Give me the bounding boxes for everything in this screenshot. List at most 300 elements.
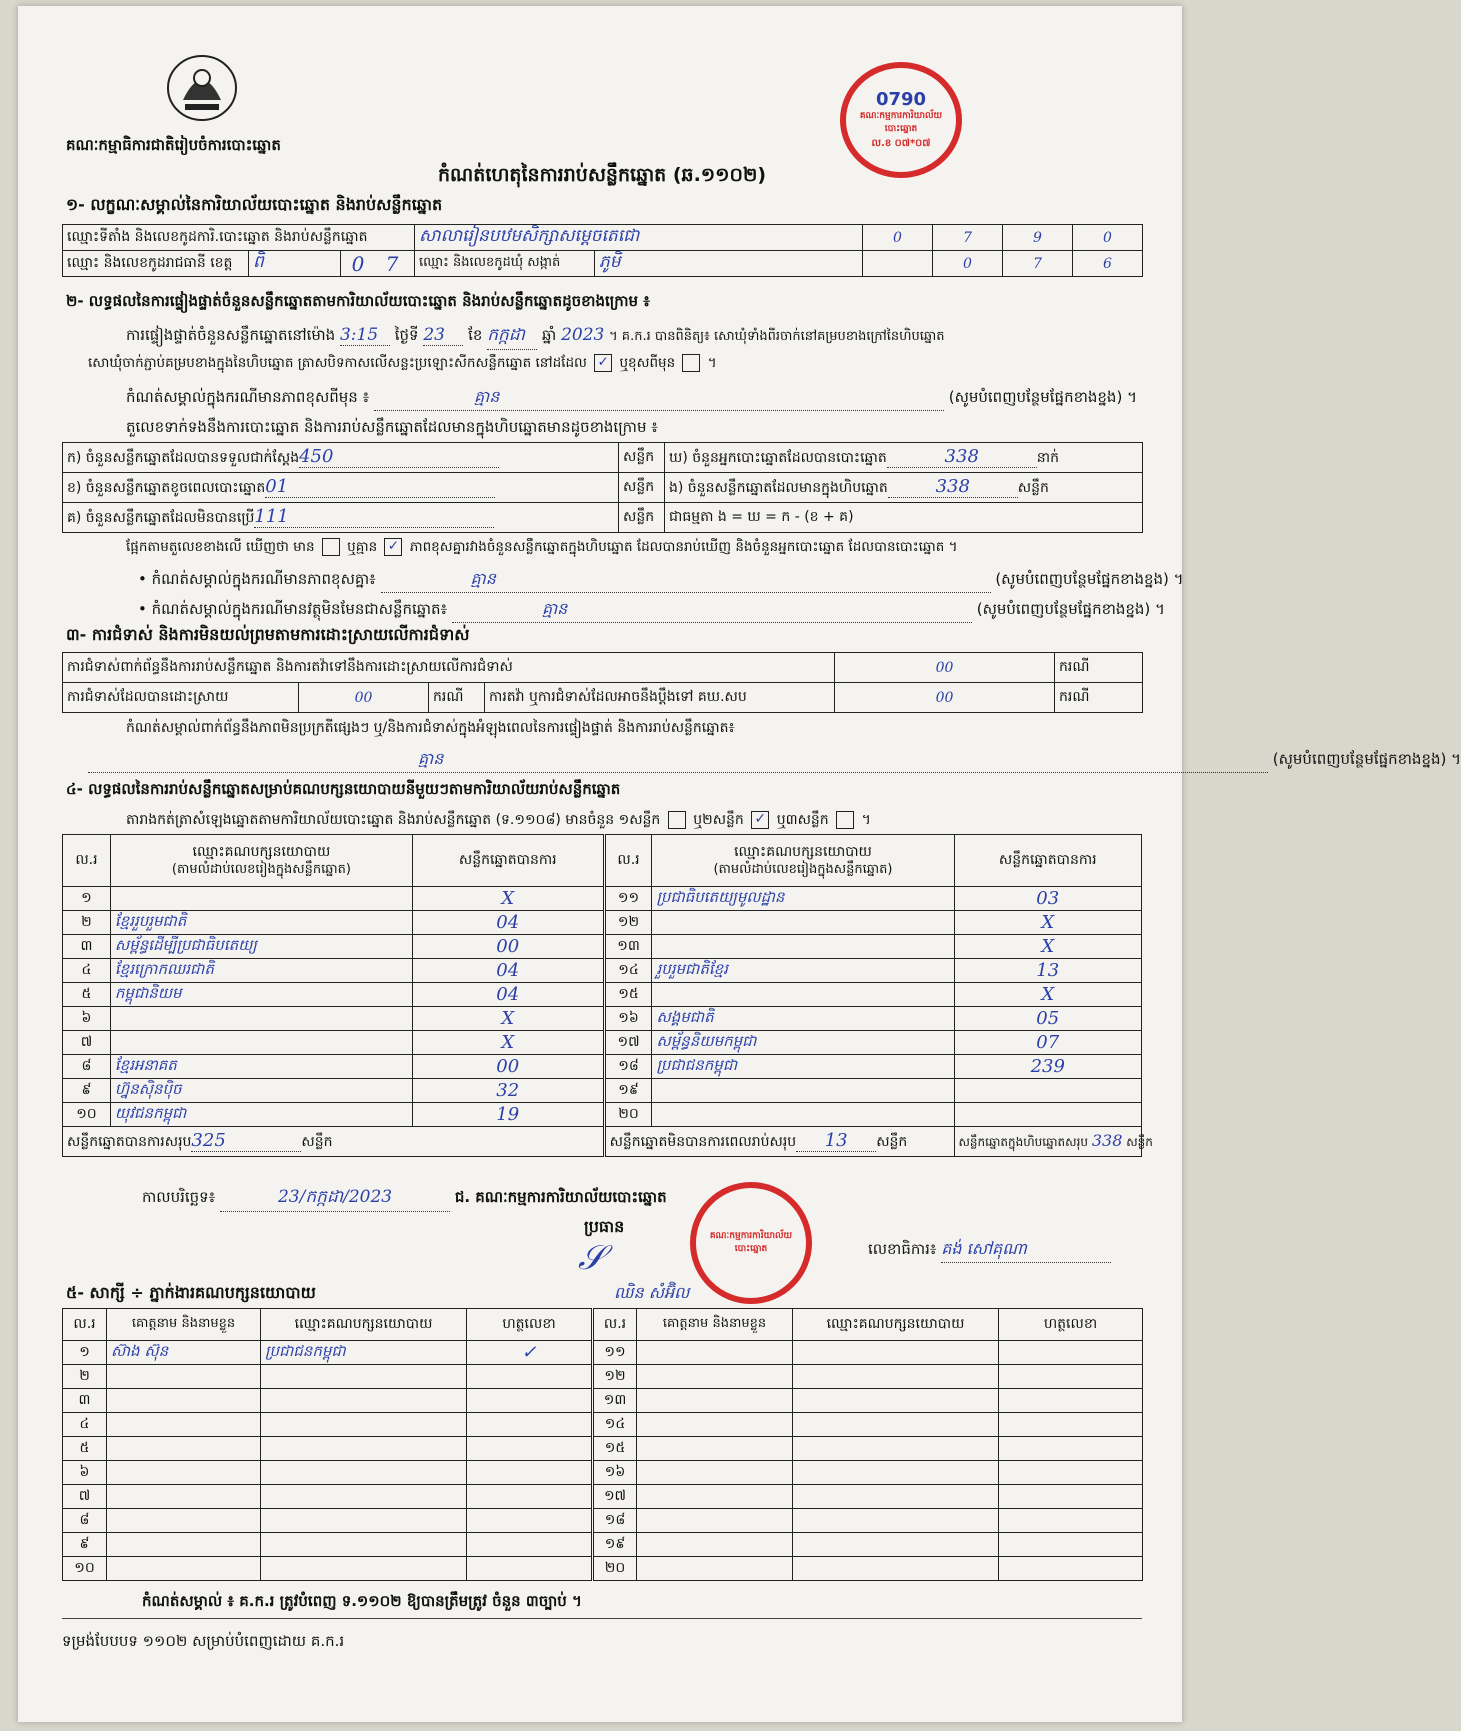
witness-no: ៩ <box>63 1533 107 1557</box>
witness-name <box>107 1557 261 1581</box>
nec-emblem <box>163 52 241 124</box>
objection-row1-value: 00 <box>835 653 1055 683</box>
commune-code-3: 6 <box>1073 251 1143 277</box>
witness-col-no-right: ល.រ <box>593 1309 637 1341</box>
witness-party <box>261 1509 467 1533</box>
difference-note-line <box>126 386 1137 411</box>
witness-party[interactable] <box>793 1365 999 1389</box>
result-votes <box>954 1079 1142 1103</box>
witness-signature[interactable] <box>999 1485 1143 1509</box>
result-no: ២ <box>63 911 111 935</box>
different-checkbox[interactable] <box>682 354 700 372</box>
verify-time: 3:15 <box>340 325 390 346</box>
table-row <box>63 911 1142 935</box>
result-party <box>652 983 954 1007</box>
witness-name <box>107 1461 261 1485</box>
table-row <box>63 983 1142 1007</box>
same-checkbox[interactable]: ✓ <box>594 354 612 372</box>
witness-col-name-left: គោត្តនាម និងនាមខ្លួន <box>107 1309 261 1341</box>
date-line <box>142 1186 667 1212</box>
witness-no: ១៤ <box>593 1413 637 1437</box>
figure-k-value: 450 <box>299 446 499 468</box>
section1-table <box>62 224 1143 277</box>
result-party: ខ្មែររួបរួមជាតិ <box>110 911 412 935</box>
result-no: ១៦ <box>604 1007 652 1031</box>
result-no: ១៣ <box>604 935 652 959</box>
official-stamp-top <box>840 62 962 178</box>
form-footer: ទម្រង់បែបបទ ១១០២ សម្រាប់បំពេញដោយ គ.ក.រ <box>62 1632 345 1650</box>
witness-name[interactable] <box>637 1365 793 1389</box>
location-label: ឈ្មោះទីតាំង និងលេខកូដការិ.បោះឆ្នោត និងរាប់សន្លឹកឆ្នោត <box>63 225 415 251</box>
objection-row2-unit: ករណី <box>429 683 485 713</box>
compare-text-c: ភាពខុសគ្នារវាងចំនួនសន្លឹកឆ្នោតក្នុងហិបឆ្នោត ដែលបានរាប់ឃើញ និងចំនួនអ្នកបោះឆ្នោត ដែលបានបោះឆ្នោត ។ <box>409 539 958 555</box>
irregularity-fill-more: (សូមបំពេញបន្ថែមផ្នែកខាងខ្នង) ។ <box>1272 750 1461 768</box>
witness-signature[interactable] <box>999 1509 1143 1533</box>
total-invalid-label: សន្លឹកឆ្នោតមិនបានការពេលរាប់សរុប <box>609 1134 797 1150</box>
results-table <box>62 834 1153 1157</box>
witness-signature[interactable] <box>999 1437 1143 1461</box>
witness-col-party-left: ឈ្មោះគណបក្សនយោបាយ <box>261 1309 467 1341</box>
results-col-votes-right: សន្លឹកឆ្នោតបានការ <box>954 835 1142 887</box>
witness-party[interactable] <box>793 1437 999 1461</box>
result-votes: X <box>412 887 604 911</box>
bullet1-value: គ្មាន <box>381 568 991 593</box>
has-difference-checkbox[interactable] <box>322 538 340 556</box>
bottom-stamp-text: គណៈកម្មការការិយាល័យបោះឆ្នោត <box>709 1231 793 1254</box>
results-col-no-right: ល.រ <box>604 835 652 887</box>
witness-name[interactable] <box>637 1461 793 1485</box>
objection-row2-value2: 00 <box>835 683 1055 713</box>
result-votes: 04 <box>412 911 604 935</box>
witness-no: ៧ <box>63 1485 107 1509</box>
witness-no: ១៧ <box>593 1485 637 1509</box>
result-no: ១៩ <box>604 1079 652 1103</box>
chair-label: ប្រធាន <box>584 1217 625 1236</box>
objection-row2-label: ការជំទាស់ដែលបានដោះស្រាយ <box>63 683 299 713</box>
result-votes: X <box>954 983 1142 1007</box>
figure-formula: ជាធម្មតា ង = ឃ = ក - (ខ + គ) <box>665 503 1143 533</box>
witness-no: ១១ <box>593 1341 637 1365</box>
witness-name[interactable] <box>637 1413 793 1437</box>
table-row <box>63 1485 1143 1509</box>
secretary-name: គង់ សៅគុណា <box>941 1238 1111 1263</box>
result-no: ១០ <box>63 1103 111 1127</box>
result-no: ១៨ <box>604 1055 652 1079</box>
witness-body <box>63 1341 1143 1581</box>
witness-no: ៨ <box>63 1509 107 1533</box>
figure-g <box>63 503 619 533</box>
result-party: សម្ព័ន្ធនិយមកម្ពុជា <box>652 1031 954 1055</box>
bullet2-label: • កំណត់សម្គាល់ក្នុងករណីមានវត្ថុមិនមែនជាសន្លឹកឆ្នោត៖ <box>138 600 448 618</box>
location-code-2: 7 <box>933 225 1003 251</box>
result-votes: 04 <box>412 959 604 983</box>
chair-name: ឈិន សំអ៊ិល <box>614 1283 690 1302</box>
objection-row2-value: 00 <box>299 683 429 713</box>
witness-name <box>107 1389 261 1413</box>
table-row <box>63 1103 1142 1127</box>
table-row <box>63 1389 1143 1413</box>
results-col-party-left <box>110 835 412 887</box>
table-row <box>63 959 1142 983</box>
witness-name[interactable] <box>637 1485 793 1509</box>
table-row <box>63 887 1142 911</box>
result-no: ៨ <box>63 1055 111 1079</box>
result-party <box>110 1007 412 1031</box>
result-no: ២០ <box>604 1103 652 1127</box>
verification-line-2 <box>88 354 717 374</box>
stamp-code: 0790 <box>875 89 927 110</box>
witness-signature[interactable] <box>999 1533 1143 1557</box>
irregularity-line <box>88 748 1461 773</box>
witness-name[interactable] <box>637 1389 793 1413</box>
section5-title: ៥- សាក្សី ÷ ភ្នាក់ងារគណបក្សនយោបាយ <box>66 1283 316 1302</box>
objection-row1-unit: ករណី <box>1055 653 1143 683</box>
verify-text-f: សោឃុំចាក់ភ្ជាប់គម្របខាងក្នុងនៃហិបឆ្នោត ត្រាសបិទកាសលើសន្លះប្រឡោះសីកសន្លឹកឆ្នោត នៅដដែល <box>88 355 587 371</box>
figure-y-label: ឃ) ចំនួនអ្នកបោះឆ្នោតដែលបានបោះឆ្នោត <box>669 450 887 466</box>
figure-y-value: 338 <box>887 446 1037 468</box>
location-code-3: 9 <box>1003 225 1073 251</box>
witness-signature <box>467 1485 593 1509</box>
witness-name <box>107 1413 261 1437</box>
result-no: ១១ <box>604 887 652 911</box>
results-col-no-left: ល.រ <box>63 835 111 887</box>
witness-no: ៤ <box>63 1413 107 1437</box>
province-code-2: 7 <box>385 251 399 276</box>
tally-text-d: ។ <box>861 812 871 828</box>
witness-signature <box>467 1509 593 1533</box>
result-party <box>652 1079 954 1103</box>
table-row <box>63 1509 1143 1533</box>
result-votes: X <box>412 1031 604 1055</box>
result-party <box>652 911 954 935</box>
witness-no: ២០ <box>593 1557 637 1581</box>
province-label: ឈ្មោះ និងលេខកូដរាជធានី ខេត្ត <box>63 251 249 277</box>
witness-name: ស៊ាង ស៊ុន <box>107 1341 261 1365</box>
verify-text-d: ឆ្នាំ <box>541 326 557 344</box>
witness-signature <box>467 1437 593 1461</box>
witness-party[interactable] <box>793 1413 999 1437</box>
figure-ng <box>665 473 1143 503</box>
tally-sheet-line <box>126 810 871 831</box>
result-party: សង្គមជាតិ <box>652 1007 954 1031</box>
witness-party <box>261 1365 467 1389</box>
result-party <box>652 935 954 959</box>
witness-party <box>261 1533 467 1557</box>
witness-name[interactable] <box>637 1341 793 1365</box>
result-party: ប្រជាធិបតេយ្យមូលដ្ឋាន <box>652 887 954 911</box>
result-votes: 05 <box>954 1007 1142 1031</box>
table-row <box>63 1055 1142 1079</box>
total-box-label: សន្លឹកឆ្នោតក្នុងហិបឆ្នោតសរុប <box>958 1135 1088 1149</box>
witness-signature[interactable] <box>999 1413 1143 1437</box>
figure-kh <box>63 473 619 503</box>
table-row <box>63 1437 1143 1461</box>
witness-signature[interactable] <box>999 1365 1143 1389</box>
province-value: ពិ <box>249 251 341 277</box>
witness-party <box>261 1461 467 1485</box>
secretary-label: លេខាធិការ៖ <box>868 1240 937 1258</box>
table-row <box>63 935 1142 959</box>
result-votes: 239 <box>954 1055 1142 1079</box>
results-col-party-right <box>652 835 954 887</box>
witness-signature <box>467 1533 593 1557</box>
table-row <box>63 1557 1143 1581</box>
witness-party[interactable] <box>793 1389 999 1413</box>
verification-line-1 <box>126 324 945 350</box>
result-party: យុវជនកម្ពុជា <box>110 1103 412 1127</box>
result-party: ប្រជាជនកម្ពុជា <box>652 1055 954 1079</box>
result-party: ខ្មែរអនាគត <box>110 1055 412 1079</box>
witness-signature[interactable] <box>999 1461 1143 1485</box>
witness-no: ១ <box>63 1341 107 1365</box>
results-col-party-right-title: ឈ្មោះគណបក្សនយោបាយ <box>734 843 872 860</box>
witness-col-no-left: ល.រ <box>63 1309 107 1341</box>
result-votes <box>954 1103 1142 1127</box>
result-votes: X <box>412 1007 604 1031</box>
witness-signature[interactable] <box>999 1557 1143 1581</box>
province-code <box>341 251 415 277</box>
result-votes: 13 <box>954 959 1142 983</box>
figure-k-label: ក) ចំនួនសន្លឹកឆ្នោតដែលបានទទួលជាក់ស្ដែង <box>67 450 300 466</box>
table-row <box>63 1461 1143 1485</box>
result-no: ១ <box>63 887 111 911</box>
result-no: ៩ <box>63 1079 111 1103</box>
table-row <box>63 1079 1142 1103</box>
verify-text-c: ខែ <box>468 326 483 344</box>
witness-no: ២ <box>63 1365 107 1389</box>
figure-y-unit: នាក់ <box>1036 450 1059 466</box>
date-value: 23/កក្កដា/2023 <box>220 1186 450 1212</box>
total-valid <box>63 1127 605 1157</box>
figure-k-unit: សន្លឹក <box>619 443 665 473</box>
result-votes: 00 <box>412 1055 604 1079</box>
results-col-party-left-title: ឈ្មោះគណបក្សនយោបាយ <box>192 843 331 860</box>
witness-no: ៣ <box>63 1389 107 1413</box>
witness-no: ១៨ <box>593 1509 637 1533</box>
figure-y <box>665 443 1143 473</box>
witness-party <box>261 1437 467 1461</box>
chair-signature: 𝒮 <box>578 1238 605 1278</box>
figure-ng-label: ង) ចំនួនសន្លឹកឆ្នោតដែលមានក្នុងហិបឆ្នោត <box>669 480 888 496</box>
compare-text-b: ឬគ្មាន <box>347 539 378 555</box>
witness-signature <box>467 1413 593 1437</box>
figure-g-label: គ) ចំនួនសន្លឹកឆ្នោតដែលមិនបានប្រើ <box>67 510 255 526</box>
result-party <box>110 887 412 911</box>
witness-col-sign-right: ហត្ថលេខា <box>999 1309 1143 1341</box>
irregularity-value: គ្មាន <box>88 748 1268 773</box>
results-body <box>63 887 1142 1127</box>
difference-note-value: គ្មាន <box>374 386 944 411</box>
result-votes: 04 <box>412 983 604 1007</box>
figure-k <box>63 443 619 473</box>
bullet2-value: គ្មាន <box>452 598 972 623</box>
verify-text-g: ឬខុសពីមុន <box>619 355 676 371</box>
one-sheet-checkbox[interactable] <box>668 811 686 829</box>
no-difference-checkbox[interactable]: ✓ <box>384 538 402 556</box>
witness-name <box>107 1485 261 1509</box>
witness-no: ១០ <box>63 1557 107 1581</box>
result-no: ១២ <box>604 911 652 935</box>
results-col-votes-left: សន្លឹកឆ្នោតបានការ <box>412 835 604 887</box>
table-row <box>63 1413 1143 1437</box>
total-box-unit: សន្លឹក <box>1126 1135 1153 1149</box>
figure-kh-label: ខ) ចំនួនសន្លឹកឆ្នោតខូចពេលបោះឆ្នោត <box>67 480 266 496</box>
witness-name[interactable] <box>637 1437 793 1461</box>
verify-month: កក្កដា <box>487 324 537 350</box>
verify-text-h: ។ <box>707 355 717 371</box>
compare-line <box>126 538 958 558</box>
objection-row2-unit2: ករណី <box>1055 683 1143 713</box>
witness-no: ១៩ <box>593 1533 637 1557</box>
verify-year: 2023 <box>561 325 605 345</box>
witness-signature[interactable] <box>999 1341 1143 1365</box>
document-title: កំណត់ហេតុនៃការរាប់សន្លឹកឆ្នោត (ឆ.១១០២) <box>438 164 767 186</box>
result-votes: 32 <box>412 1079 604 1103</box>
figure-kh-value: 01 <box>265 476 495 498</box>
tally-text-b: ឬ២សន្លឹក <box>693 812 744 828</box>
verify-text-a: ការផ្ទៀងផ្ទាត់ចំនួនសន្លឹកឆ្នោតនៅម៉ោង <box>126 326 336 344</box>
witness-name <box>107 1365 261 1389</box>
section3-title: ៣- ការជំទាស់ និងការមិនយល់ព្រមតាមការដោះស្រាយលើការជំទាស់ <box>66 625 470 644</box>
witness-party[interactable] <box>793 1557 999 1581</box>
witness-name <box>107 1533 261 1557</box>
witness-signature <box>467 1389 593 1413</box>
witness-party[interactable] <box>793 1509 999 1533</box>
commune-code-blank <box>863 251 933 277</box>
witness-signature <box>467 1461 593 1485</box>
figure-g-value: 111 <box>254 506 494 528</box>
witness-party: ប្រជាជនកម្ពុជា <box>261 1341 467 1365</box>
result-votes: X <box>954 935 1142 959</box>
witness-signature[interactable] <box>999 1389 1143 1413</box>
total-valid-unit: សន្លឹក <box>301 1134 333 1150</box>
table-row <box>63 1007 1142 1031</box>
commune-label: ឈ្មោះ និងលេខកូដឃុំ សង្កាត់ <box>415 251 595 277</box>
figure-g-unit: សន្លឹក <box>619 503 665 533</box>
verify-text-b: ថ្ងៃទី <box>394 326 419 344</box>
witness-no: ១៦ <box>593 1461 637 1485</box>
location-code-1: 0 <box>863 225 933 251</box>
result-no: ១៥ <box>604 983 652 1007</box>
commune-code-2: 7 <box>1003 251 1073 277</box>
irregularity-note: កំណត់សម្គាល់ពាក់ព័ន្ធនឹងភាពមិនប្រក្រតីផ្សេងៗ ឬ/និងការជំទាស់ក្នុងអំឡុងពេលនៃការផ្ទៀងផ្ទាត់ និងការរាប់សន្លឹកឆ្នោត៖ <box>126 720 735 736</box>
objection-row1-label: ការជំទាស់ពាក់ព័ន្ធនឹងការរាប់សន្លឹកឆ្នោត និងការតវ៉ាទៅនឹងការដោះស្រាយលើការជំទាស់ <box>63 653 835 683</box>
table-row <box>63 1533 1143 1557</box>
committee-name: គណៈកម្មាធិការជាតិរៀបចំការបោះឆ្នោត <box>66 136 281 154</box>
table-row <box>63 1341 1143 1365</box>
witness-col-sign-left: ហត្ថលេខា <box>467 1309 593 1341</box>
witness-party <box>261 1389 467 1413</box>
official-stamp-bottom <box>690 1182 812 1304</box>
result-no: ៦ <box>63 1007 111 1031</box>
witness-col-party-right: ឈ្មោះគណបក្សនយោបាយ <box>793 1309 999 1341</box>
commune-value: ភូមិ <box>595 251 863 277</box>
result-party <box>652 1103 954 1127</box>
bullet1-line <box>138 568 1184 593</box>
witness-col-name-right: គោត្តនាម និងនាមខ្លួន <box>637 1309 793 1341</box>
witness-name <box>107 1509 261 1533</box>
result-party: សម្ព័ន្ធដើម្បីប្រជាធិបតេយ្យ <box>110 935 412 959</box>
three-sheet-checkbox[interactable] <box>836 811 854 829</box>
location-value: សាលារៀនបឋមសិក្សាសម្ដេចតេជោ <box>415 225 863 251</box>
secretary-line <box>868 1238 1111 1263</box>
witness-party[interactable] <box>793 1461 999 1485</box>
verify-text-e: ។ គ.ក.រ បានពិនិត្យ៖ សោឃុំទាំងពីរចាក់នៅគម្របខាងក្រៅនៃហិបឆ្នោត <box>609 329 945 344</box>
stamp-text: គណៈកម្មការការិយាល័យបោះឆ្នោត <box>859 111 943 134</box>
figures-table <box>62 442 1143 533</box>
result-party: កម្ពុជានិយម <box>110 983 412 1007</box>
result-party: ហ្វ៊ុនស៊ិនប៉ិច <box>110 1079 412 1103</box>
result-no: ៣ <box>63 935 111 959</box>
result-no: ៧ <box>63 1031 111 1055</box>
difference-note-label: កំណត់សម្គាល់ក្នុងករណីមានភាពខុសពីមុន ៖ <box>126 388 370 406</box>
result-votes: X <box>954 911 1142 935</box>
witness-name[interactable] <box>637 1509 793 1533</box>
witness-name[interactable] <box>637 1533 793 1557</box>
figure-ng-unit: សន្លឹក <box>1017 480 1049 496</box>
witness-party <box>261 1413 467 1437</box>
location-code-4: 0 <box>1073 225 1143 251</box>
result-votes: 19 <box>412 1103 604 1127</box>
result-party: ខ្មែរក្រោកឈរជាតិ <box>110 959 412 983</box>
witness-no: ១៣ <box>593 1389 637 1413</box>
form-sheet <box>18 6 1461 1722</box>
figure-kh-unit: សន្លឹក <box>619 473 665 503</box>
witness-table <box>62 1308 1143 1581</box>
result-votes: 03 <box>954 887 1142 911</box>
compare-text-a: ផ្អែកតាមតួលេខខាងលើ ឃើញថា មាន <box>126 539 315 555</box>
section1-title: ១- លក្ខណៈសម្គាល់នៃការិយាល័យបោះឆ្នោត និងរាប់សន្លឹកឆ្នោត <box>66 195 443 214</box>
result-votes: 07 <box>954 1031 1142 1055</box>
difference-fill-more: (សូមបំពេញបន្ថែមផ្នែកខាងខ្នង) ។ <box>948 388 1137 406</box>
objection-table <box>62 652 1143 713</box>
result-no: ១៧ <box>604 1031 652 1055</box>
stamp-serial: ល.ខ ០៧*០៧ <box>871 138 931 149</box>
figure-ng-value: 338 <box>888 476 1018 498</box>
witness-no: ៦ <box>63 1461 107 1485</box>
section2-title: ២- លទ្ធផលនៃការផ្ទៀងផ្ទាត់ចំនួនសន្លឹកឆ្នោតតាមការិយាល័យបោះឆ្នោត និងរាប់សន្លឹកឆ្នោតដូចខាងក្រោម ៖ <box>66 292 650 310</box>
result-party: រួបរួមជាតិខ្មែរ <box>652 959 954 983</box>
bullet1-label: • កំណត់សម្គាល់ក្នុងករណីមានភាពខុសគ្នា៖ <box>138 570 376 588</box>
result-party <box>110 1031 412 1055</box>
witness-signature: ✓ <box>467 1341 593 1365</box>
witness-party[interactable] <box>793 1533 999 1557</box>
date-label: កាលបរិច្ឆេទ៖ <box>142 1188 216 1206</box>
table-row <box>63 1031 1142 1055</box>
witness-party[interactable] <box>793 1485 999 1509</box>
bullet2-fill-more: (សូមបំពេញបន្ថែមផ្នែកខាងខ្នង) ។ <box>976 600 1165 618</box>
total-invalid-value: 13 <box>796 1130 876 1152</box>
tally-text-c: ឬ៣សន្លឹក <box>776 812 829 828</box>
footnote: កំណត់សម្គាល់ ៖ គ.ក.រ ត្រូវបំពេញ ទ.១១០២ ឱ្យបានត្រឹមត្រូវ ចំនួន ៣ច្បាប់ ។ <box>142 1592 582 1610</box>
figures-intro: តួលេខទាក់ទងនឹងការបោះឆ្នោត និងការរាប់សន្លឹកឆ្នោតដែលមានក្នុងហិបឆ្នោតមានដូចខាងក្រោម ៖ <box>126 418 658 436</box>
witness-party[interactable] <box>793 1341 999 1365</box>
total-valid-label: សន្លឹកឆ្នោតបានការសរុប <box>67 1134 192 1150</box>
table-row <box>63 1365 1143 1389</box>
bullet1-fill-more: (សូមបំពេញបន្ថែមផ្នែកខាងខ្នង) ។ <box>995 570 1184 588</box>
witness-no: ៥ <box>63 1437 107 1461</box>
two-sheet-checkbox[interactable]: ✓ <box>751 811 769 829</box>
witness-no: ១៥ <box>593 1437 637 1461</box>
witness-party <box>261 1485 467 1509</box>
total-invalid-unit: សន្លឹក <box>876 1134 908 1150</box>
witness-name[interactable] <box>637 1557 793 1581</box>
result-votes: 00 <box>412 935 604 959</box>
verify-day: 23 <box>423 325 463 346</box>
total-box-value: 338 <box>1091 1131 1123 1150</box>
footnote-rule <box>62 1618 1142 1619</box>
section4-title: ៤- លទ្ធផលនៃការរាប់សន្លឹកឆ្នោតសម្រាប់គណបក្សនយោបាយនីមួយៗតាមការិយាល័យរាប់សន្លឹកឆ្នោត <box>66 780 621 798</box>
